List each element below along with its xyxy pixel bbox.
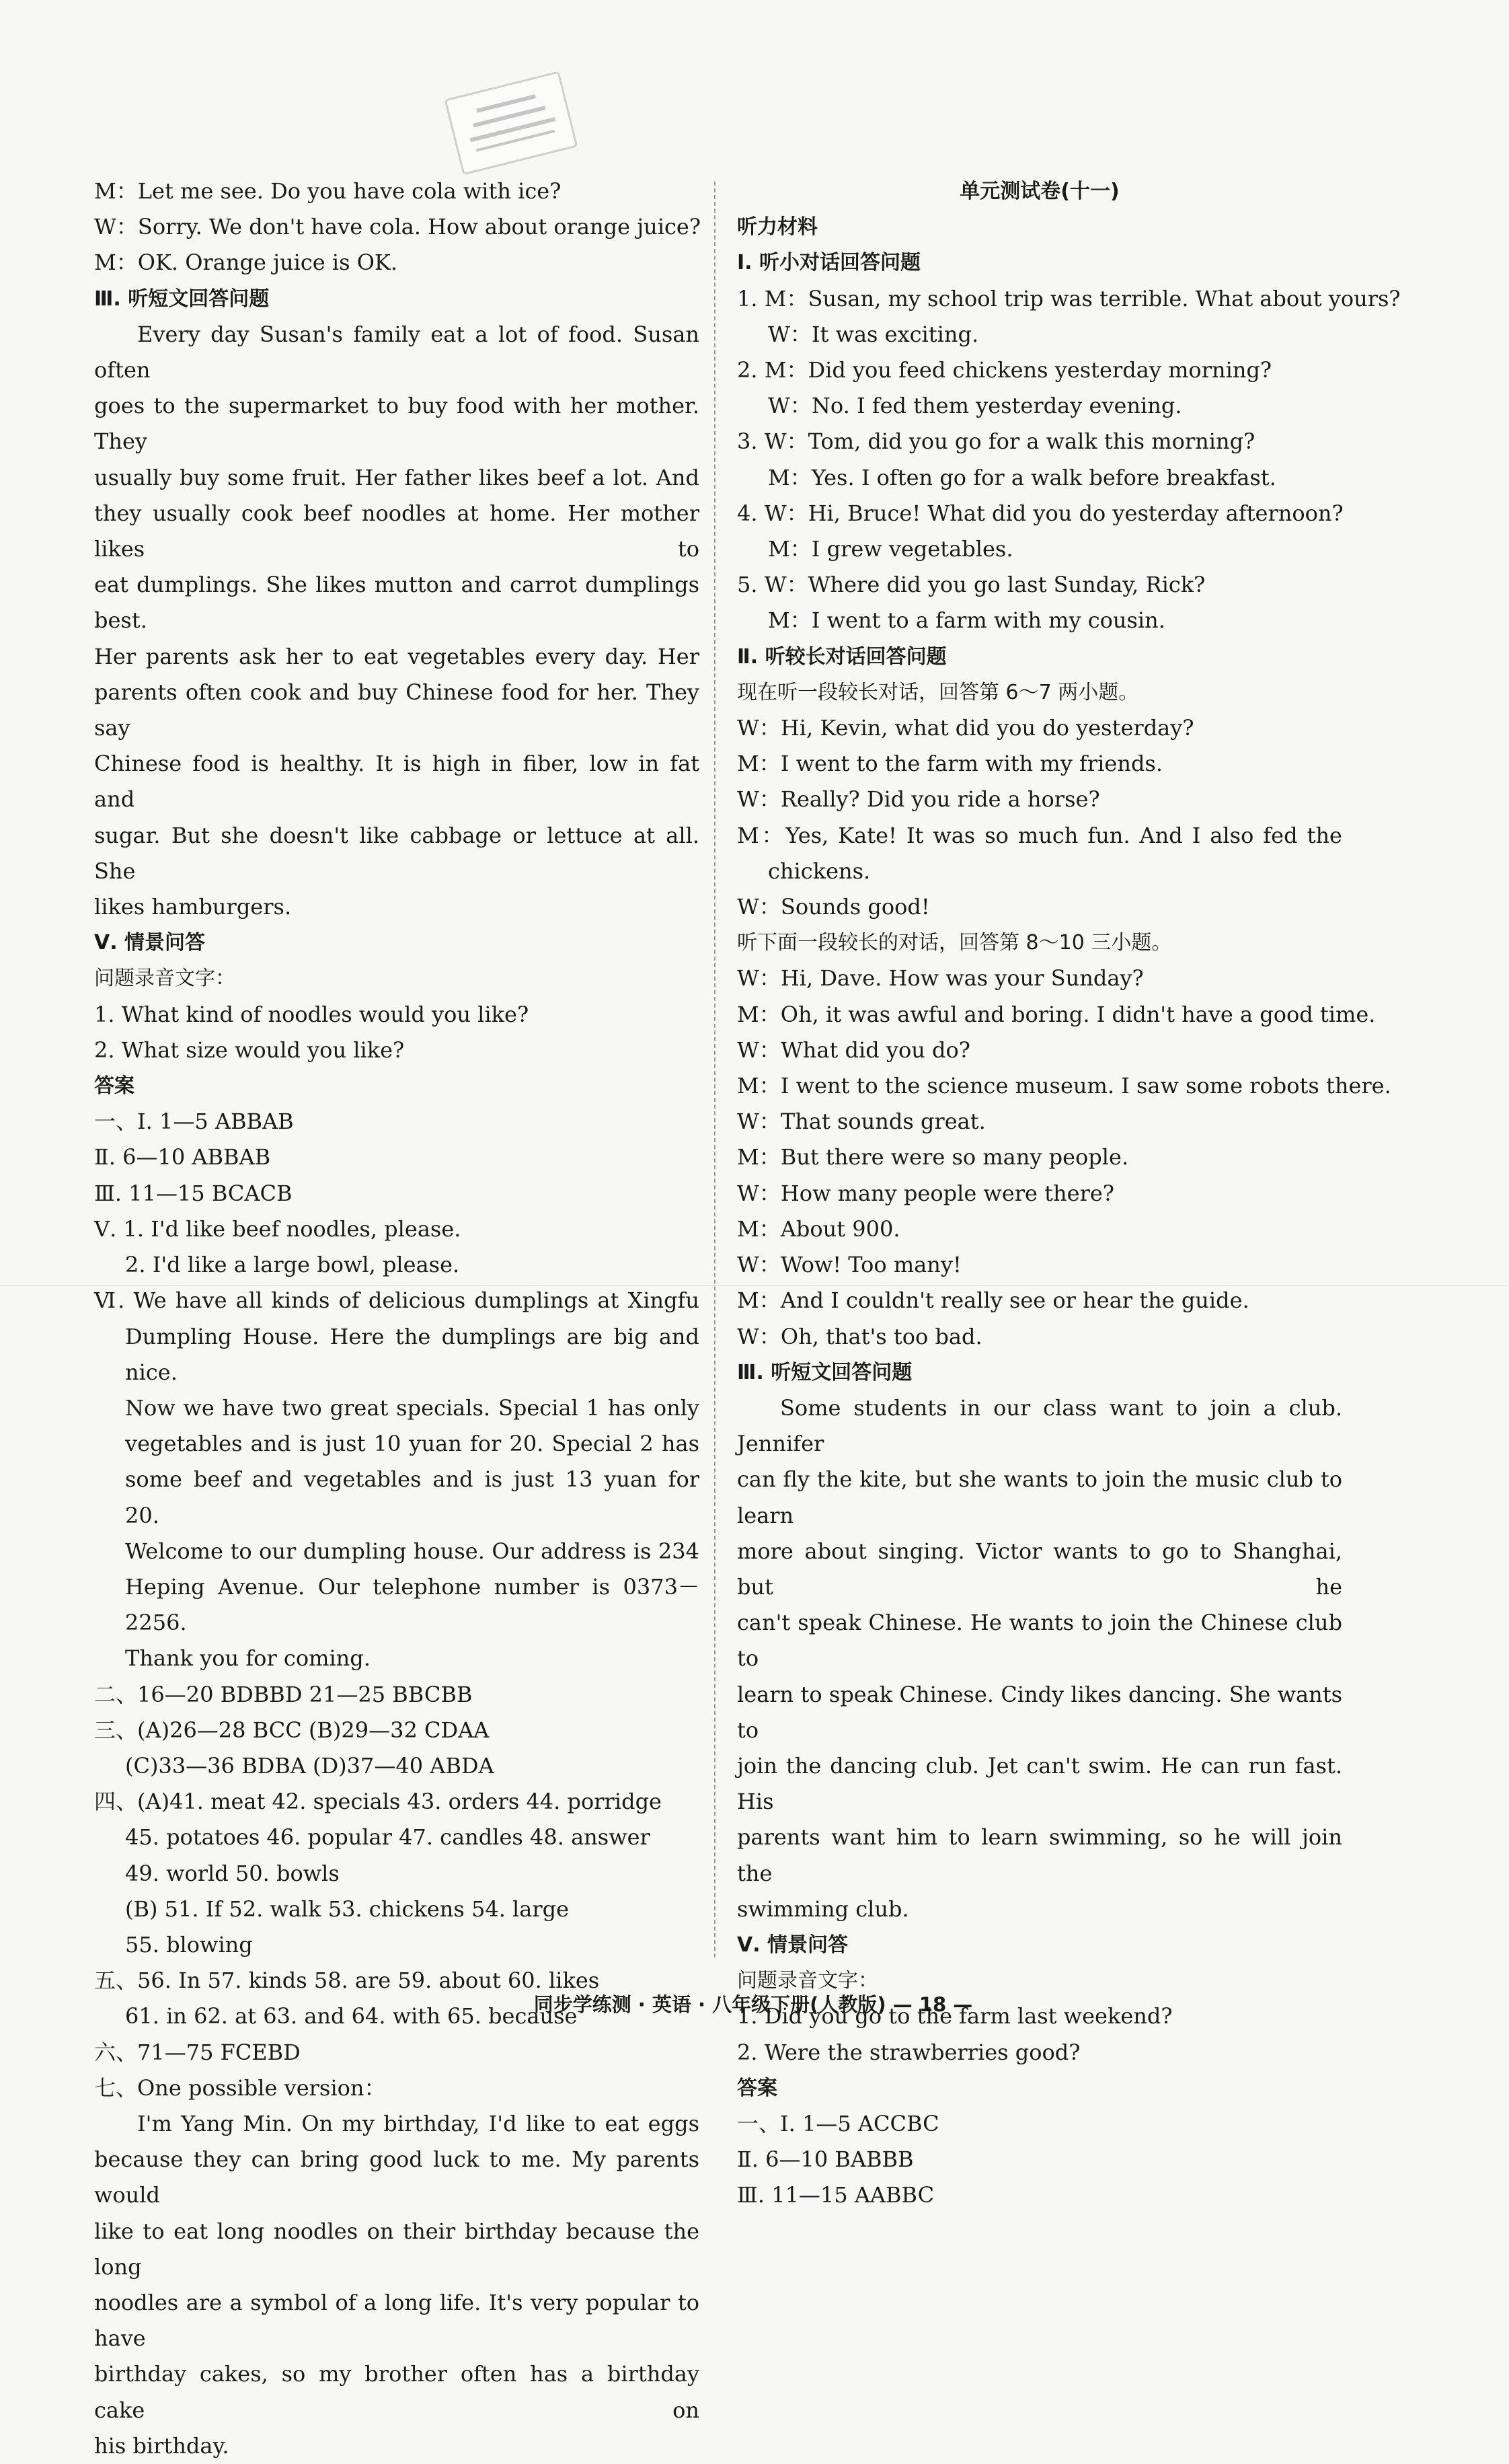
- right-text-line: 3. W：Tom, did you go for a walk this morning?: [737, 428, 1255, 455]
- right-text-line: more about singing. Victor wants to go to Shanghai, but he: [737, 1538, 1342, 1600]
- left-text-line: they usually cook beef noodles at home. Her mother likes to: [94, 500, 699, 562]
- right-text-line: Ⅴ. 情景问答: [737, 1933, 849, 1957]
- left-text-line: I'm Yang Min. On my birthday, I'd like to eat eggs: [137, 2110, 699, 2136]
- right-text-line: Ⅱ. 6—10 BABBB: [737, 2146, 914, 2173]
- left-text-line: 六、71—75 FCEBD: [94, 2039, 301, 2065]
- left-text-line: Welcome to our dumpling house. Our address is 234: [125, 1538, 699, 1564]
- left-text-line: Her parents ask her to eat vegetables every day. Her: [94, 643, 699, 669]
- left-text-line: Ⅴ. 情景问答: [94, 931, 206, 955]
- right-text-line: 问题录音文字：: [737, 1969, 878, 1993]
- right-text-line: M：And I couldn't really see or hear the guide.: [737, 1287, 1249, 1314]
- left-text-line: 2. What size would you like?: [94, 1037, 405, 1063]
- left-text-line: 四、(A)41. meat 42. specials 43. orders 44. porridge: [94, 1789, 662, 1815]
- left-text-line: his birthday.: [94, 2432, 229, 2459]
- right-text-line: 答案: [737, 2076, 777, 2100]
- right-text-line: M：Oh, it was awful and boring. I didn't have a good time.: [737, 1001, 1376, 1027]
- right-text-line: 听下面一段较长的对话，回答第 8～10 三小题。: [737, 931, 1172, 955]
- right-text-line: Ⅰ. 听小对话回答问题: [737, 251, 921, 275]
- left-text-line: some beef and vegetables and is just 13 yuan for 20.: [125, 1466, 699, 1528]
- right-text-line: W：That sounds great.: [737, 1109, 986, 1135]
- left-text-line: 45. potatoes 46. popular 47. candles 48. answer: [125, 1824, 650, 1851]
- left-text-line: 1. What kind of noodles would you like?: [94, 1001, 529, 1027]
- right-text-line: Some students in our class want to join a club. Jennifer: [737, 1394, 1342, 1457]
- left-text-line: Ⅲ. 听短文回答问题: [94, 287, 270, 311]
- right-column: [737, 174, 1401, 2214]
- right-text-line: 单元测试卷(十一): [960, 180, 1120, 203]
- left-text-line: 二、16—20 BDBBD 21—25 BBCBB: [94, 1681, 473, 1707]
- right-text-line: 4. W：Hi, Bruce! What did you do yesterday afternoon?: [737, 500, 1344, 526]
- left-text-line: 61. in 62. at 63. and 64. with 65. because: [125, 2003, 578, 2029]
- right-text-line: swimming club.: [737, 1896, 909, 1922]
- right-text-line: W：No. I fed them yesterday evening.: [768, 393, 1182, 419]
- left-text-line: Thank you for coming.: [125, 1645, 371, 1672]
- left-text-line: sugar. But she doesn't like cabbage or lettuce at all. She: [94, 822, 699, 884]
- right-text-line: W：Oh, that's too bad.: [737, 1323, 982, 1349]
- right-text-line: 现在听一段较长对话，回答第 6～7 两小题。: [737, 680, 1139, 704]
- left-text-line: Ⅱ. 6—10 ABBAB: [94, 1144, 271, 1170]
- right-text-line: M：Yes, Kate! It was so much fun. And I also fed the: [737, 822, 1342, 848]
- left-text-line: M：OK. Orange juice is OK.: [94, 250, 398, 276]
- left-text-line: parents often cook and buy Chinese food for her. They say: [94, 679, 699, 741]
- left-text-line: M：Let me see. Do you have cola with ice?: [94, 178, 562, 204]
- right-text-line: M：I went to a farm with my cousin.: [768, 607, 1165, 634]
- left-text-line: noodles are a symbol of a long life. It's very popular to have: [94, 2289, 699, 2352]
- right-text-line: chickens.: [768, 858, 871, 884]
- left-text-line: W：Sorry. We don't have cola. How about orange juice?: [94, 214, 701, 240]
- left-text-line: like to eat long noodles on their birthday because the long: [94, 2218, 699, 2280]
- left-text-line: 2. I'd like a large bowl, please.: [125, 1252, 460, 1278]
- left-text-line: Now we have two great specials. Special 1 has only: [125, 1394, 699, 1421]
- right-text-line: W：Hi, Kevin, what did you do yesterday?: [737, 715, 1194, 741]
- left-text-line: 49. world 50. bowls: [125, 1860, 340, 1886]
- right-text-line: M：I grew vegetables.: [768, 536, 1013, 562]
- left-text-line: Chinese food is healthy. It is high in fiber, low in fat and: [94, 751, 699, 813]
- right-text-line: W：How many people were there?: [737, 1180, 1114, 1206]
- left-text-line: Dumpling House. Here the dumplings are big and nice.: [125, 1323, 699, 1385]
- right-text-line: 2. M：Did you feed chickens yesterday morning?: [737, 357, 1272, 383]
- left-text-line: likes hamburgers.: [94, 894, 292, 920]
- left-text-line: because they can bring good luck to me. My parents would: [94, 2146, 699, 2208]
- left-text-line: Ⅵ. We have all kinds of delicious dumplings at Xingfu: [94, 1287, 699, 1314]
- right-text-line: M：About 900.: [737, 1216, 900, 1242]
- left-text-line: birthday cakes, so my brother often has a birthday cake on: [94, 2361, 699, 2423]
- left-text-line: Every day Susan's family eat a lot of food. Susan often: [94, 321, 699, 383]
- left-text-line: 55. blowing: [125, 1931, 253, 1957]
- left-text-line: Heping Avenue. Our telephone number is 0373－2256.: [125, 1573, 699, 1636]
- right-text-line: 听力材料: [737, 215, 818, 239]
- right-text-line: 一、Ⅰ. 1—5 ACCBC: [737, 2110, 939, 2136]
- right-text-line: 5. W：Where did you go last Sunday, Rick?: [737, 572, 1206, 598]
- left-text-line: 三、(A)26—28 BCC (B)29—32 CDAA: [94, 1717, 490, 1743]
- left-text-line: 答案: [94, 1074, 134, 1098]
- left-text-line: eat dumplings. She likes mutton and carrot dumplings best.: [94, 572, 699, 634]
- right-text-line: 1. M：Susan, my school trip was terrible. What about yours?: [737, 285, 1401, 311]
- right-text-line: can fly the kite, but she wants to join the music club to learn: [737, 1466, 1342, 1528]
- left-column: [94, 174, 699, 2464]
- right-text-line: learn to speak Chinese. Cindy likes dancing. She wants to: [737, 1681, 1342, 1743]
- right-text-line: W：Wow! Too many!: [737, 1252, 962, 1278]
- right-text-line: Ⅲ. 11—15 AABBC: [737, 2182, 935, 2208]
- right-text-line: M：I went to the farm with my friends.: [737, 751, 1163, 777]
- right-text-line: W：Hi, Dave. How was your Sunday?: [737, 965, 1144, 992]
- left-text-line: usually buy some fruit. Her father likes beef a lot. And: [94, 464, 699, 490]
- left-text-line: (B) 51. If 52. walk 53. chickens 54. large: [125, 1896, 570, 1922]
- left-text-line: Ⅴ. 1. I'd like beef noodles, please.: [94, 1216, 461, 1242]
- right-text-line: W：Really? Did you ride a horse?: [737, 786, 1100, 813]
- left-text-line: vegetables and is just 10 yuan for 20. Special 2 has: [125, 1431, 699, 1457]
- right-text-line: can't speak Chinese. He wants to join the Chinese club to: [737, 1610, 1342, 1672]
- right-text-line: Ⅲ. 听短文回答问题: [737, 1360, 913, 1384]
- left-text-line: 问题录音文字：: [94, 967, 235, 991]
- right-text-line: W：Sounds good!: [737, 894, 930, 920]
- right-text-line: 2. Were the strawberries good?: [737, 2039, 1081, 2065]
- column-divider: [714, 182, 715, 1957]
- right-text-line: M：Yes. I often go for a walk before breakfast.: [768, 464, 1276, 490]
- left-text-line: Ⅲ. 11—15 BCACB: [94, 1180, 293, 1206]
- stamp-logo: [444, 71, 578, 175]
- right-text-line: M：But there were so many people.: [737, 1144, 1129, 1170]
- right-text-line: W：It was exciting.: [768, 321, 979, 347]
- left-text-line: 一、Ⅰ. 1—5 ABBAB: [94, 1109, 294, 1135]
- right-text-line: M：I went to the science museum. I saw some robots there.: [737, 1073, 1391, 1099]
- right-text-line: W：What did you do?: [737, 1037, 970, 1063]
- left-text-line: 五、56. In 57. kinds 58. are 59. about 60. likes: [94, 1968, 600, 1994]
- left-text-line: 七、One possible version：: [94, 2075, 386, 2101]
- right-text-line: parents want him to learn swimming, so he will join the: [737, 1824, 1342, 1886]
- left-text-line: goes to the supermarket to buy food with her mother. They: [94, 393, 699, 455]
- right-text-line: 1. Did you go to the farm last weekend?: [737, 2003, 1173, 2029]
- right-text-line: join the dancing club. Jet can't swim. He can run fast. His: [737, 1752, 1342, 1815]
- right-text-line: Ⅱ. 听较长对话回答问题: [737, 644, 947, 669]
- page-footer: 同步学练测 · 英语 · 八年级下册(人教版) — 18 —: [533, 1993, 973, 2016]
- left-text-line: (C)33—36 BDBA (D)37—40 ABDA: [125, 1752, 494, 1779]
